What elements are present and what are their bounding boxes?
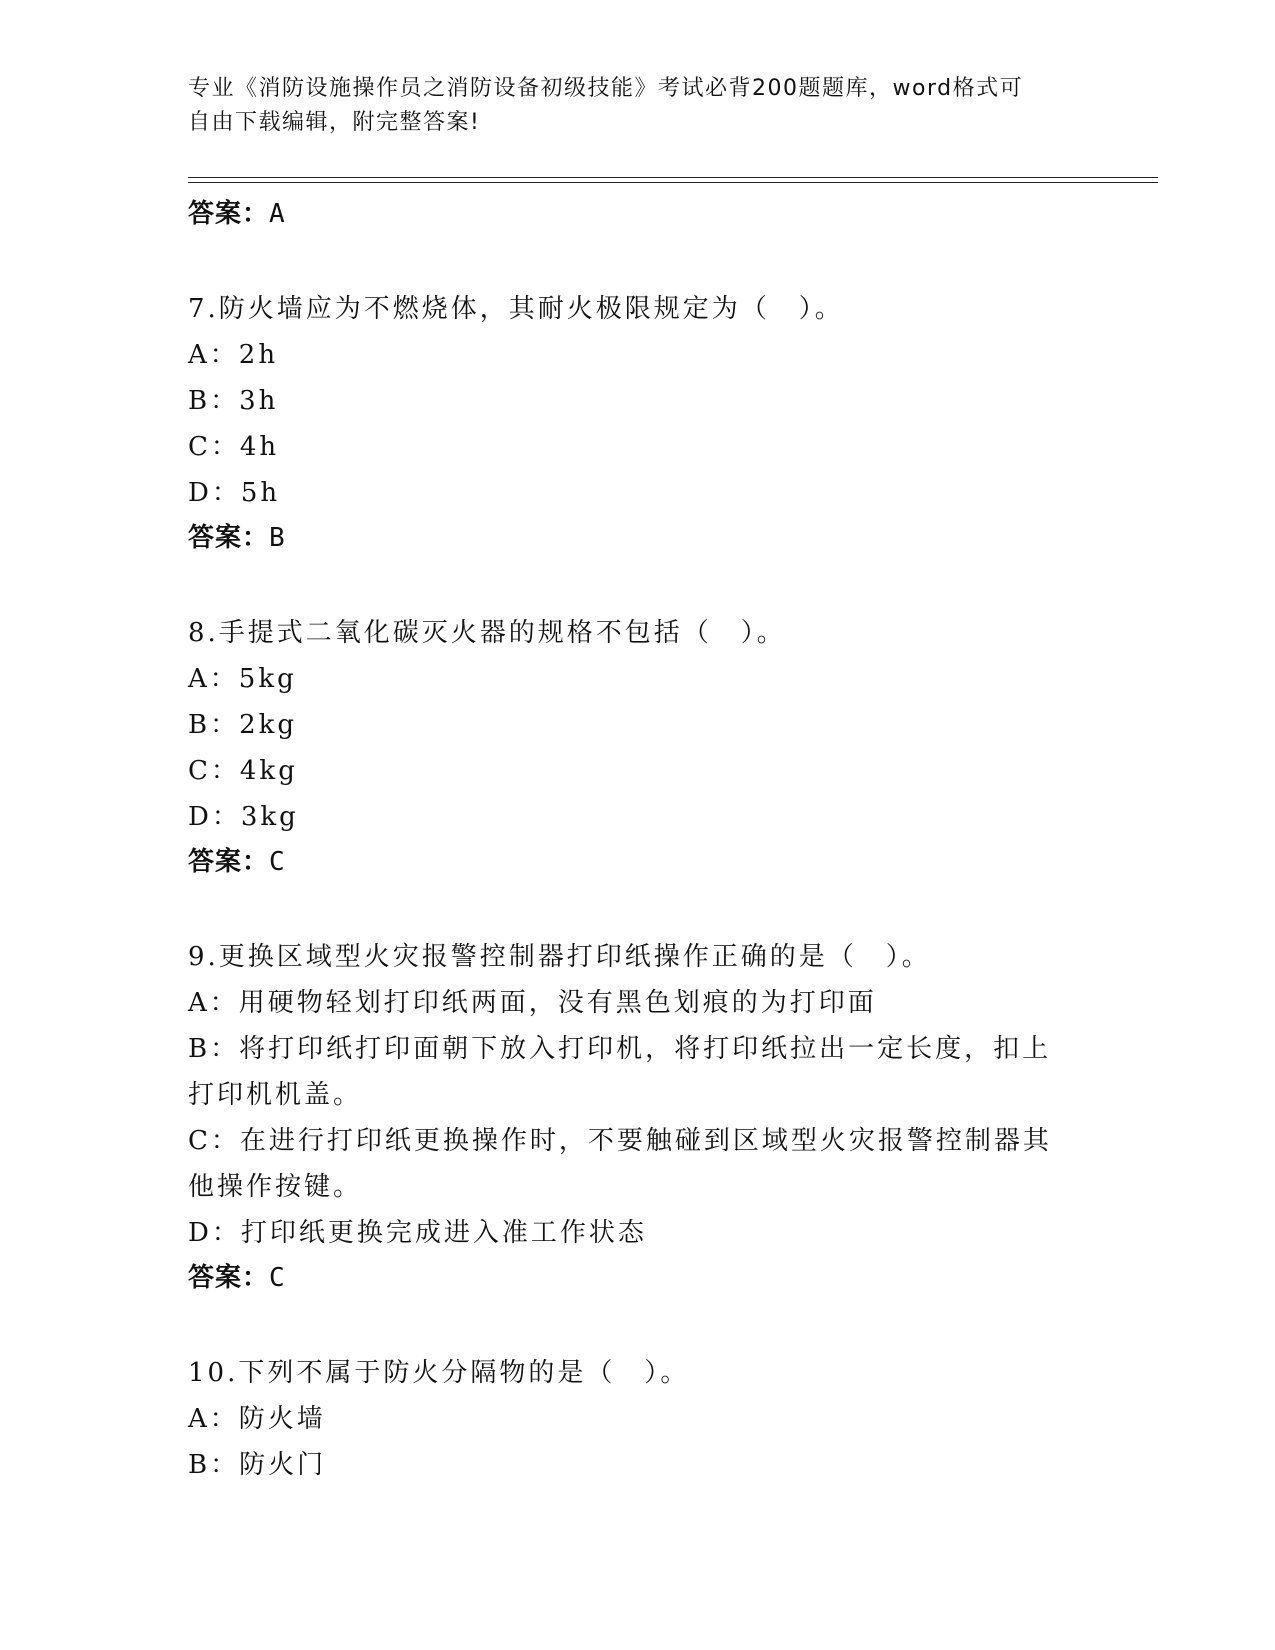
option-b: B：将打印纸打印面朝下放入打印机，将打印纸拉出一定长度，扣上打印机机盖。 (188, 1034, 1052, 1110)
option-a: A：5kg (188, 664, 297, 694)
option-d: D：打印纸更换完成进入准工作状态 (188, 1218, 647, 1248)
option-c: C：4h (188, 432, 280, 462)
header-divider-top (188, 177, 1158, 178)
answer-value: B (269, 523, 286, 553)
option-a: A：防火墙 (188, 1404, 326, 1434)
spacer (188, 560, 1088, 610)
question-7 (188, 286, 1088, 560)
answer-label: 答案： (188, 523, 270, 553)
option-a: A：用硬物轻划打印纸两面，没有黑色划痕的为打印面 (188, 988, 877, 1018)
option-b: B：3h (188, 386, 279, 416)
answer-label: 答案： (188, 199, 270, 229)
spacer (188, 884, 1088, 934)
answer-value: C (269, 847, 286, 877)
answer-value: C (269, 1263, 286, 1293)
answer-line (188, 192, 1088, 236)
question-title: 10.下列不属于防火分隔物的是（ ）。 (188, 1358, 690, 1388)
option-d: D：3kg (188, 802, 299, 832)
option-d: D：5h (188, 478, 281, 508)
option-c: C：在进行打印纸更换操作时，不要触碰到区域型火灾报警控制器其他操作按键。 (188, 1126, 1052, 1202)
answer-value: A (269, 199, 286, 229)
header-line-1: 专业《消防设施操作员之消防设备初级技能》考试必背200题题库，word格式可 (188, 76, 1024, 101)
question-9 (188, 934, 1088, 1300)
document-header (188, 72, 1088, 140)
answer-line (188, 516, 1088, 560)
question-8 (188, 610, 1088, 884)
spacer (188, 236, 1088, 286)
option-c: C：4kg (188, 756, 298, 786)
option-b: B：2kg (188, 710, 298, 740)
answer-line (188, 840, 1088, 884)
question-title: 8.手提式二氧化碳灭火器的规格不包括（ ）。 (188, 618, 786, 648)
question-title: 7.防火墙应为不燃烧体，其耐火极限规定为（ ）。 (188, 294, 844, 324)
header-divider-bottom (188, 182, 1158, 183)
question-title: 9.更换区域型火灾报警控制器打印纸操作正确的是（ ）。 (188, 942, 931, 972)
question-10 (188, 1350, 1088, 1488)
answer-label: 答案： (188, 1263, 270, 1293)
option-b: B：防火门 (188, 1450, 327, 1480)
question-list (188, 192, 1088, 1488)
header-line-2: 自由下载编辑，附完整答案! (188, 110, 481, 135)
answer-label: 答案： (188, 847, 270, 877)
option-a: A：2h (188, 340, 279, 370)
answer-line (188, 1256, 1088, 1300)
spacer (188, 1300, 1088, 1350)
